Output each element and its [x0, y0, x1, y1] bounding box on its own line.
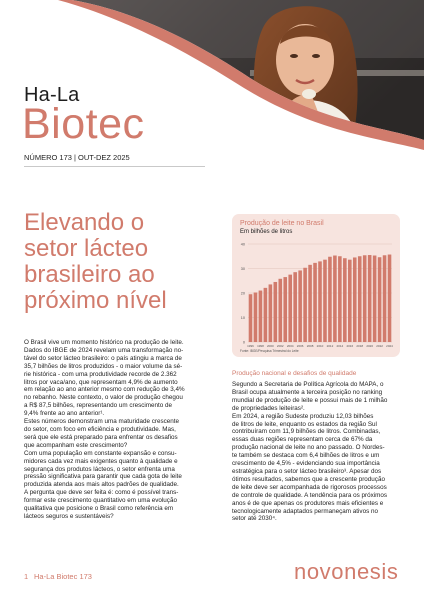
x-tick-label: 2012	[326, 344, 334, 348]
bar-2007	[303, 268, 307, 342]
body-line: Segundo a Secretaria de Política Agrícola do MAPA, o	[232, 381, 384, 388]
x-tick-label: 1996	[247, 344, 254, 348]
brand-prefix: Ha-La	[24, 84, 80, 106]
x-tick-label: 2010	[316, 344, 324, 348]
y-tick-label: 10	[240, 316, 245, 320]
body-line: formar este crescimento quantitativo em uma evolução	[24, 497, 177, 505]
section-title: Produção nacional e desafios de qualidade	[232, 370, 357, 377]
issue-number: NÚMERO 173 | OUT-DEZ 2025	[24, 153, 130, 162]
x-tick-label: 2018	[356, 344, 364, 348]
body-line: segurança dos produtos lácteos, o setor enfrenta uma	[24, 465, 175, 473]
x-tick-label: 2022	[376, 344, 383, 348]
bar-2021	[373, 256, 377, 342]
headline	[24, 210, 204, 314]
x-tick-label: 2004	[286, 344, 294, 348]
bar-2008	[308, 265, 312, 342]
body-line: litros por vaca/ano, que representam 4,9% de aumento	[24, 378, 178, 386]
body-line: 9,4% frente ao ano anterior¹.	[24, 410, 105, 418]
body-line: Dados do IBGE de 2024 revelam uma transformação no-	[24, 346, 184, 354]
body-line: te também se destaca com 6,4 bilhões de litros e um	[232, 452, 380, 460]
body-line: Brasil ocupa atualmente a terceira posição no ranking	[232, 388, 383, 396]
body-line: de propriedades leiteiras².	[232, 404, 305, 412]
bar-2023	[383, 255, 387, 342]
chart-ylabel: Em bilhões de litros	[240, 229, 293, 235]
body-line: produzida atenda aos mais altos padrões de qualidade.	[24, 481, 179, 489]
body-line: O Brasil vive um momento histórico na produção de leite.	[24, 339, 184, 346]
bar-2018	[358, 256, 362, 342]
body-line: Estes números demonstram uma maturidade crescente	[24, 418, 180, 426]
bar-2019	[363, 255, 367, 342]
body-line: a R$ 87,5 bilhões, representando um crescimento de	[24, 402, 173, 410]
bar-2011	[323, 260, 327, 342]
page-number: 1	[24, 572, 29, 581]
bar-2000	[269, 284, 273, 342]
body-line: mundial de produção de leite e possui mais de 1 milhão	[232, 396, 388, 404]
bar-1996	[249, 294, 253, 342]
bar-1999	[264, 288, 268, 342]
y-tick-label: 30	[240, 267, 245, 271]
x-tick-label: 2024	[386, 344, 393, 348]
body-line: do setor, com foco em eficiência e produtividade. Mas,	[24, 425, 176, 433]
bar-2024	[388, 255, 392, 342]
x-tick-label: 2006	[296, 344, 304, 348]
bar-2001	[274, 282, 278, 342]
x-tick-label: 2016	[346, 344, 354, 348]
intro-column	[24, 339, 208, 521]
body-line: rie histórica - com uma produtividade recorde de 2.362	[24, 370, 177, 378]
novonesis-logo: novonesis	[294, 559, 399, 584]
bar-1998	[259, 291, 263, 342]
headline-line: setor lácteo	[24, 235, 149, 262]
body-line: produção nacional de leite no ano passado. O Nordes-	[232, 444, 385, 452]
bar-2003	[283, 277, 287, 342]
body-line: ótimos resultados, sabemos que a crescente produção	[232, 475, 385, 483]
bar-2022	[378, 257, 382, 342]
body-line: no rebanho. Neste contexto, o valor de produção chegou	[24, 394, 183, 402]
body-line: de controle de qualidade. A tendência para os próximos	[232, 491, 388, 499]
bar-1997	[254, 293, 258, 342]
bar-2020	[368, 255, 372, 342]
body-line: qualitativa que posicione o Brasil como referência em	[24, 505, 174, 513]
bar-2015	[343, 258, 347, 342]
y-tick-label: 40	[240, 242, 245, 247]
body-line: anos é de que apenas os produtores mais eficientes e	[232, 499, 384, 507]
divider	[24, 166, 205, 167]
footer-publication: Ha-La Biotec 173	[34, 572, 92, 581]
body-line: midores cada vez mais exigentes quanto à qualidade e	[24, 457, 178, 465]
body-line: pressão significativa para garantir que cada gota de leite	[24, 473, 182, 481]
milk-production-chart	[232, 214, 400, 357]
body-line: em relação ao ano anterior mesmo com redução de 3,4%	[24, 386, 185, 394]
body-line: de leite deve ser acompanhada de rigorosos processos	[232, 483, 387, 491]
bar-2014	[338, 256, 342, 342]
bar-2004	[288, 275, 292, 342]
body-line: estratégica para o setor lácteo brasileiro³. Apesar dos	[232, 467, 382, 475]
body-line: Com uma população em constante expansão e consu-	[24, 449, 177, 457]
x-tick-label: 1998	[257, 344, 264, 348]
body-line: lácteos seguros e sustentáveis?	[24, 512, 114, 520]
production-column	[232, 381, 400, 523]
body-line: contribuíram com 11,9 bilhões de litros. Combinadas,	[232, 428, 381, 436]
x-tick-label: 2008	[306, 344, 314, 348]
bar-2012	[328, 257, 332, 342]
headline-line: Elevando o	[24, 209, 145, 236]
body-line: que acompanham este crescimento?	[24, 441, 128, 449]
headline-line: brasileiro ao	[24, 261, 155, 288]
body-line: 35,7 bilhões de litros produzidos - o maior volume da sé-	[24, 362, 183, 370]
bar-2013	[333, 256, 337, 342]
chart-source: Fonte: IBGE/Pesquisa Trimestral do Leite	[240, 349, 299, 353]
bar-2017	[353, 257, 357, 342]
y-tick-label: 20	[240, 291, 245, 296]
x-tick-label: 2000	[266, 344, 274, 348]
body-line: crescimento de 4,5% - evidenciando sua importância	[232, 460, 380, 468]
bar-2006	[298, 270, 302, 342]
body-line: tecnologicamente adaptados permaneçam ativos no	[232, 507, 378, 515]
body-line: essas duas regiões representam cerca de 67% da	[232, 436, 373, 444]
x-tick-label: 2014	[336, 344, 344, 348]
body-line: Em 2024, a região Sudeste produziu 12,03 bilhões	[232, 412, 374, 420]
bar-2005	[293, 272, 297, 342]
x-tick-label: 2002	[276, 344, 284, 348]
x-tick-label: 2020	[366, 344, 374, 348]
y-tick-label: 0	[242, 340, 245, 345]
headline-line: próximo nível	[24, 287, 167, 314]
brand-title: Biotec	[22, 100, 145, 148]
body-line: de litros de leite, enquanto os estados da região Sul	[232, 420, 377, 428]
body-line: setor até 2030⁴.	[232, 515, 277, 523]
bar-2016	[348, 260, 352, 342]
body-line: será que ele está preparado para enfrentar os desafios	[24, 433, 178, 441]
chart-title: Produção de leite no Brasil	[240, 220, 324, 227]
body-line: tável do setor lácteo brasileiro: o país atingiu a marca de	[24, 354, 182, 362]
bar-2009	[313, 263, 317, 342]
body-line: A pergunta que deve ser feita é: como é possível trans-	[24, 489, 179, 497]
bar-2010	[318, 261, 322, 342]
bar-2002	[278, 279, 282, 342]
